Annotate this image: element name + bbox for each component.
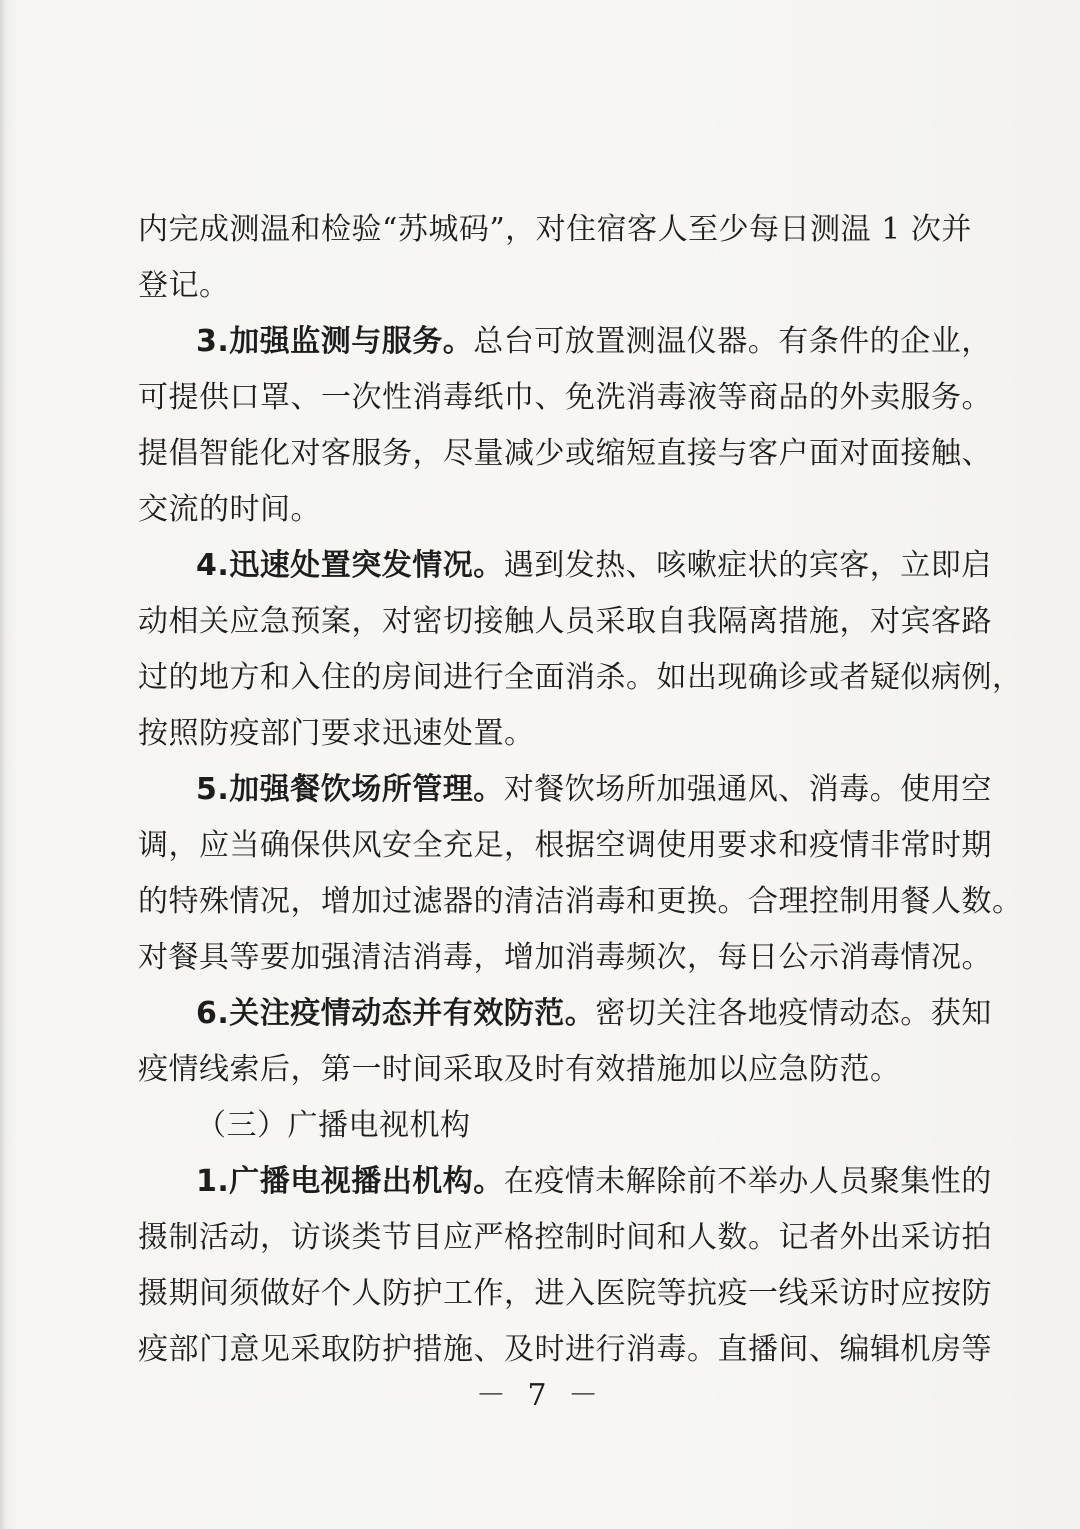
text-line: 提倡智能化对客服务，尽量减少或缩短直接与客户面对面接触、	[138, 436, 992, 471]
paragraph-first-line	[138, 762, 992, 818]
text-line: 内完成测温和检验“苏城码”，对住宿客人至少每日测温 1 次并	[138, 212, 972, 247]
text-line: 在疫情未解除前不举办人员聚集性的	[503, 1164, 992, 1199]
text-line: 动相关应急预案，对密切接触人员采取自我隔离措施，对宾客路	[138, 604, 992, 639]
text-line: 可提供口罩、一次性消毒纸巾、免洗消毒液等商品的外卖服务。	[138, 380, 992, 415]
text-line: 疫部门意见采取防护措施、及时进行消毒。直播间、编辑机房等	[138, 1332, 992, 1367]
paragraph-first-line	[138, 986, 992, 1042]
paragraph-heading: 4.迅速处置突发情况。	[196, 548, 504, 583]
paragraph-heading: 1.广播电视播出机构。	[196, 1164, 504, 1199]
text-line: 按照防疫部门要求迅速处置。	[138, 716, 535, 751]
paragraph-heading: 3.加强监测与服务。	[196, 324, 474, 359]
page-edge-shadow	[0, 0, 6, 1529]
text-line: 疫情线索后，第一时间采取及时有效措施加以应急防范。	[138, 1052, 901, 1087]
paragraph-heading: 6.关注疫情动态并有效防范。	[196, 996, 596, 1031]
text-line: 登记。	[138, 268, 230, 303]
paragraph-first-line	[138, 314, 992, 370]
text-line: 对餐饮场所加强通风、消毒。使用空	[503, 772, 992, 807]
paragraph-first-line	[138, 1154, 992, 1210]
text-line: 过的地方和入住的房间进行全面消杀。如出现确诊或者疑似病例，	[138, 660, 1023, 695]
text-line: 总台可放置测温仪器。有条件的企业，	[473, 324, 992, 359]
body-text	[138, 202, 1023, 1378]
text-line: 的特殊情况，增加过滤器的清洁消毒和更换。合理控制用餐人数。	[138, 884, 1023, 919]
text-line: 调，应当确保供风安全充足，根据空调使用要求和疫情非常时期	[138, 828, 992, 863]
section-heading: （三）广播电视机构	[196, 1108, 471, 1143]
paragraph-heading: 5.加强餐饮场所管理。	[196, 772, 504, 807]
text-line: 摄期间须做好个人防护工作，进入医院等抗疫一线采访时应按防	[138, 1276, 992, 1311]
text-line: 密切关注各地疫情动态。获知	[595, 996, 992, 1031]
paragraph-first-line	[138, 538, 992, 594]
text-line: 遇到发热、咳嗽症状的宾客，立即启	[503, 548, 992, 583]
text-line: 对餐具等要加强清洁消毒，增加消毒频次，每日公示消毒情况。	[138, 940, 992, 975]
text-line: 摄制活动，访谈类节目应严格控制时间和人数。记者外出采访拍	[138, 1220, 992, 1255]
page-number: － 7 －	[475, 1378, 605, 1413]
text-line: 交流的时间。	[138, 492, 321, 527]
